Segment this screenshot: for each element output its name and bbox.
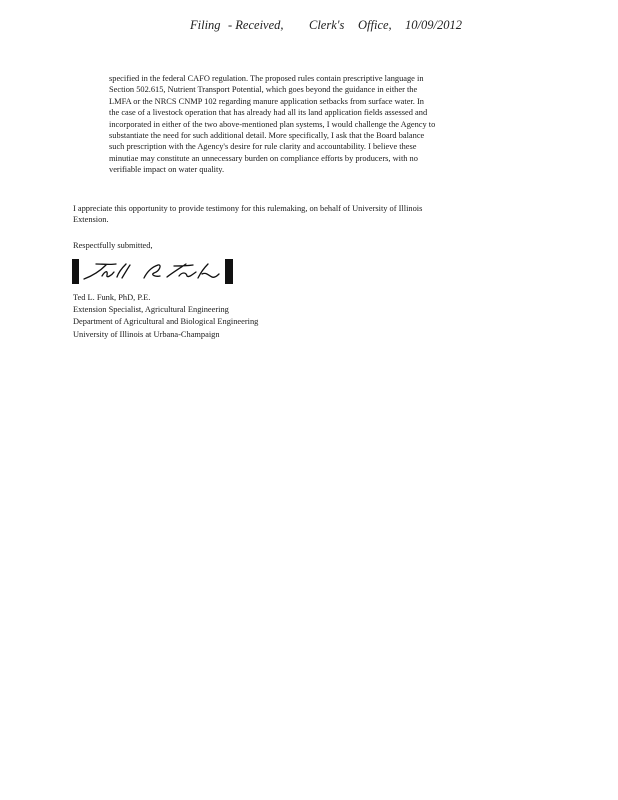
paragraph-line: substantiate the need for such additional detail. More specifically, I ask that the Board balance xyxy=(109,131,425,141)
paragraph-line: LMFA or the NRCS CNMP 102 regarding manure application setbacks from surface water. In xyxy=(109,96,424,106)
paragraph-line: I appreciate this opportunity to provide testimony for this rulemaking, on behalf of University of Illinois xyxy=(73,204,423,213)
header-received: - Received, xyxy=(228,18,284,32)
paragraph-line: Section 502.615, Nutrient Transport Potential, which goes beyond the guidance in either the xyxy=(109,85,418,95)
paragraph-line: minutiae may constitute an unnecessary burden on compliance efforts by producers, with no xyxy=(109,153,418,163)
paragraph-line: the case of a livestock operation that has already had all its land application fields assessed and xyxy=(109,108,428,118)
paragraph-line: specified in the federal CAFO regulation. The proposed rules contain prescriptive language in xyxy=(109,74,424,83)
signature-block xyxy=(73,292,433,341)
signer-department: Department of Agricultural and Biological Engineering xyxy=(73,317,259,327)
signer-university: University of Illinois at Urbana-Champaign xyxy=(73,329,220,339)
closing-text: Respectfully submitted, xyxy=(73,241,153,250)
paragraph-line: incorporated in either of the two above-mentioned plan systems, I would challenge the Agency to xyxy=(109,119,436,129)
signer-name: Ted L. Funk, PhD, P.E. xyxy=(73,293,151,302)
header-clerks: Clerk's xyxy=(309,18,345,32)
paragraph-line: such prescription with the Agency's desire for rule clarity and accountability. I believe these xyxy=(109,142,417,152)
header-filing: Filing xyxy=(190,18,221,32)
closing-salutation xyxy=(73,240,433,251)
header-date: 10/09/2012 xyxy=(405,18,462,32)
signature-image xyxy=(72,258,234,285)
header-office: Office, xyxy=(358,18,392,32)
indented-paragraph xyxy=(109,73,439,176)
appreciation-paragraph xyxy=(73,203,433,226)
signer-title: Extension Specialist, Agricultural Engineering xyxy=(73,305,229,315)
filing-header xyxy=(188,18,462,38)
paragraph-line: verifiable impact on water quality. xyxy=(109,165,225,175)
paragraph-line: Extension. xyxy=(73,215,109,225)
